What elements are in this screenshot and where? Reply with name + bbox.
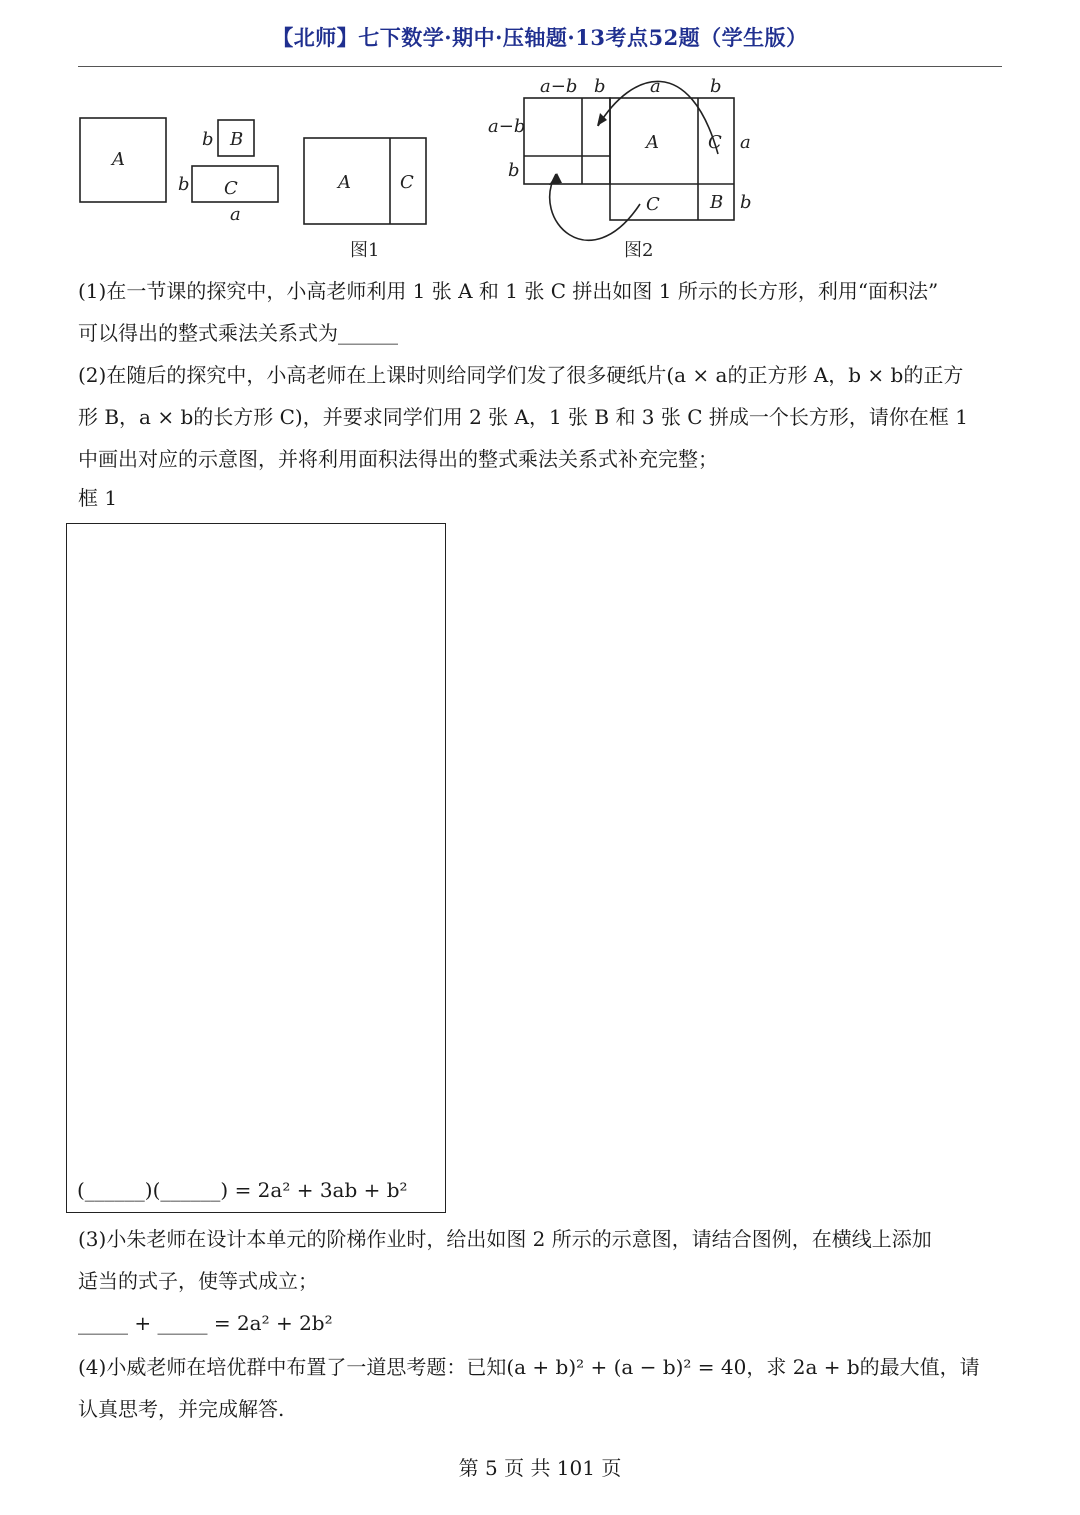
fig2-caption: 图2: [624, 240, 654, 261]
question-1-line: (1)在一节课的探究中，小高老师利用 1 张 A 和 1 张 C 拼出如图 1 所示的长方形，利用“面积法”: [78, 279, 939, 303]
page-header-title: 【北师】七下数学·期中·压轴题·13考点52题（学生版）: [272, 25, 808, 50]
question-4-line: (4)小威老师在培优群中布置了一道思考题：已知(a + b)² + (a − b)² = 40，求 2a + b的最大值，请: [78, 1355, 980, 1379]
header-divider: [78, 66, 1002, 67]
frame-label: 框 1: [78, 486, 118, 510]
question-4-line: 认真思考，并完成解答.: [78, 1397, 285, 1421]
fig2-top-label: b: [710, 76, 722, 97]
question-2-line: (2)在随后的探究中，小高老师在上课时则给同学们发了很多硬纸片(a × a的正方形 A，b × b的正方: [78, 363, 964, 387]
fig1-side-c-b: b: [178, 174, 190, 195]
fig1-label-a: A: [112, 149, 125, 170]
question-4: [78, 1346, 1002, 1430]
fig1-combined-c: C: [400, 172, 414, 193]
fig1-bottom-a: a: [230, 204, 241, 225]
question-2-line: 形 B，a × b的长方形 C)，并要求同学们用 2 张 A，1 张 B 和 3 张 C 拼成一个长方形，请你在框 1: [78, 405, 968, 429]
fig2-piece-c-right: C: [708, 132, 722, 153]
question-2: [78, 354, 1002, 480]
fig2-left-label: a−b: [488, 116, 526, 137]
fig2-top-label: a−b: [540, 76, 578, 97]
question-1-line: 可以得出的整式乘法关系式为______: [78, 321, 398, 345]
page-footer: 第 5 页 共 101 页: [458, 1456, 622, 1480]
question-3: [78, 1218, 1002, 1344]
question-3-equation: _____ + _____ = 2a² + 2b²: [78, 1311, 333, 1335]
fig2-piece-c-bottom: C: [646, 194, 660, 215]
fig1-side-b: b: [202, 129, 214, 150]
fig2-left-label: b: [508, 160, 520, 181]
fig2-right-label: b: [740, 192, 752, 213]
fig2-piece-b: B: [710, 192, 724, 213]
fig2-square-left: [524, 98, 610, 184]
question-3-line: 适当的式子，使等式成立；: [78, 1269, 318, 1293]
question-2-line: 中画出对应的示意图，并将利用面积法得出的整式乘法关系式补充完整；: [78, 447, 718, 471]
fig1-label-b: B: [230, 129, 244, 150]
frame-equation: (______)(______) = 2a² + 3ab + b²: [77, 1178, 408, 1202]
fig1-label-c: C: [224, 178, 238, 199]
fig2-top-label: a: [650, 76, 661, 97]
fig2-top-label: b: [594, 76, 606, 97]
fig2-right-label: a: [740, 132, 751, 153]
figures-svg: [0, 70, 1080, 270]
question-1: [78, 270, 1002, 354]
fig2-piece-a: A: [646, 132, 659, 153]
answer-frame-1[interactable]: [66, 523, 446, 1213]
figures-area: [0, 70, 1080, 270]
question-3-line: (3)小朱老师在设计本单元的阶梯作业时，给出如图 2 所示的示意图，请结合图例，在横线上添加: [78, 1227, 932, 1251]
fig1-combined-a: A: [338, 172, 351, 193]
fig1-caption: 图1: [350, 240, 380, 261]
